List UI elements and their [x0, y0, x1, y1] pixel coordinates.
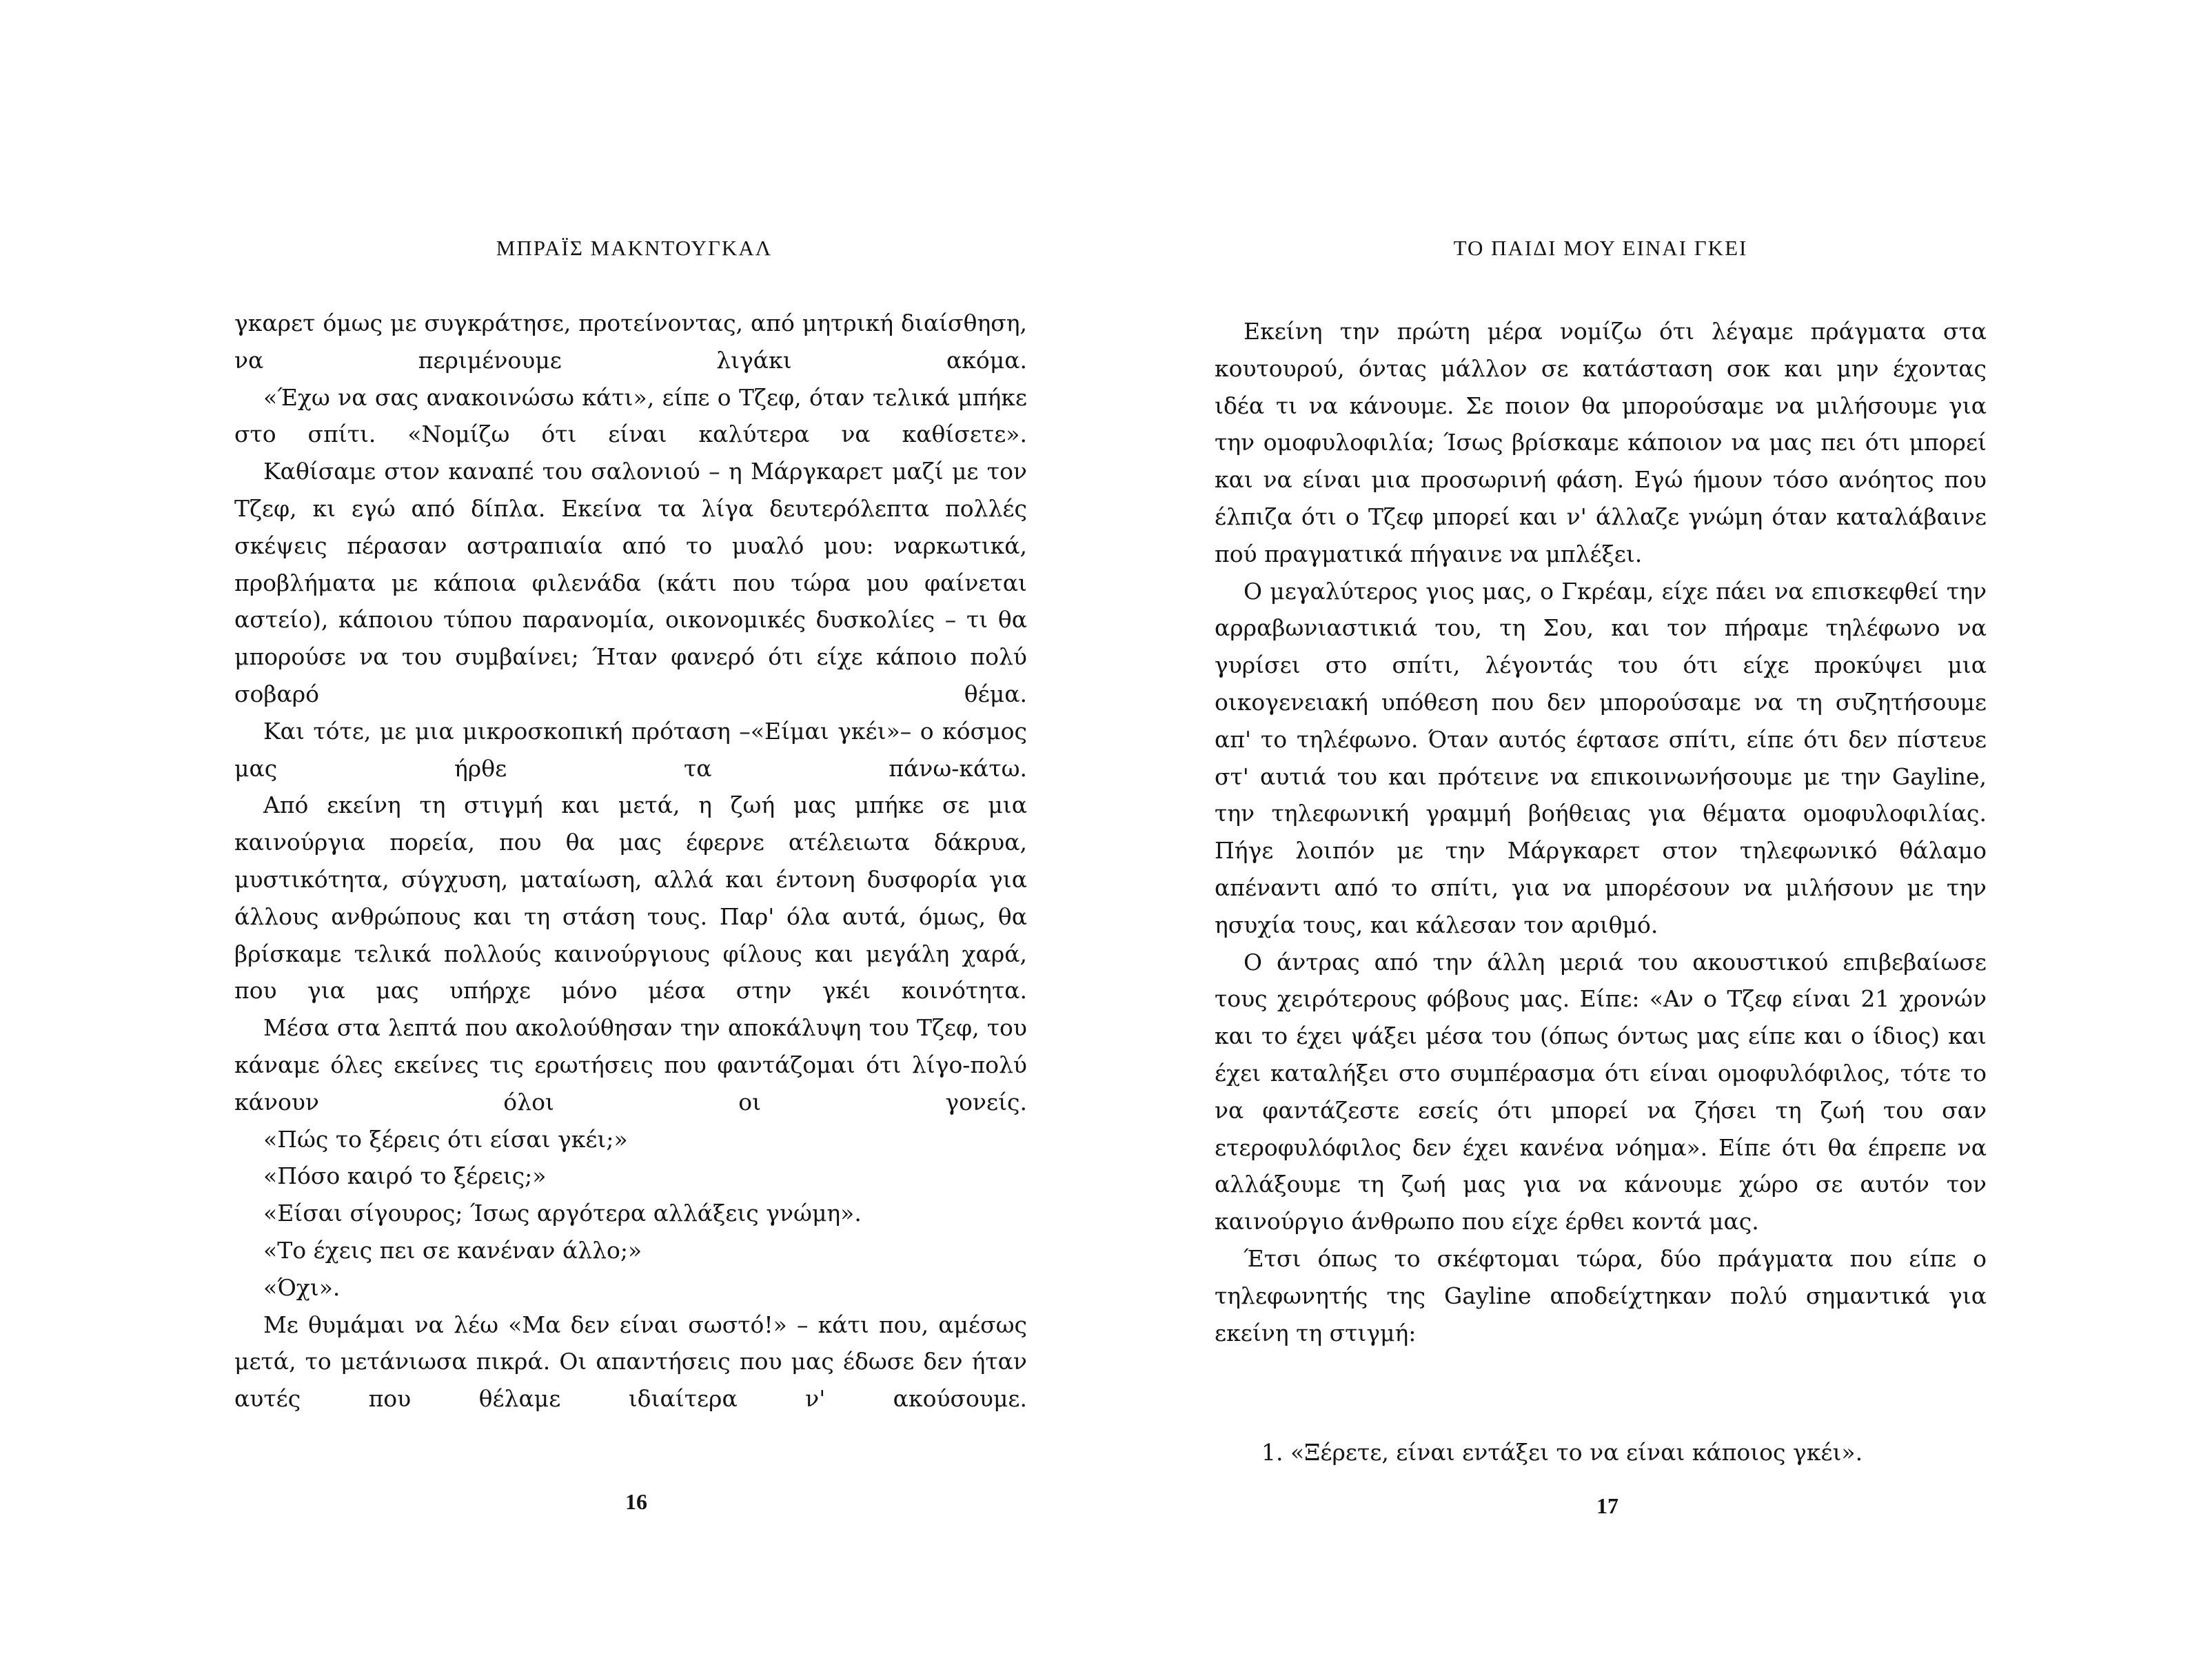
right-page: [1215, 0, 1987, 1665]
right-page-text: [1215, 313, 1987, 1351]
dialogue-line: «Πώς το ξέρεις ότι είσαι γκέι;»: [263, 1125, 628, 1153]
paragraph: Από εκείνη τη στιγμή και μετά, η ζωή μας μπήκε σε μια καινούργια πορεία, που θα μας έφερνε ατέλειωτα δάκρυα, μυστικότητα, σύγχυση, ματαίωση, αλλά και έντονη δυσφορία για άλλους ανθρώπους και τη στάση τους. Παρ' όλα αυτά, όμως, θα βρίσκαμε τελικά πολλούς καινούργιους φίλους και μεγάλη χαρά, που για μας υπήρχε μόνο μέσα στην γκέι κοινότητα.: [234, 791, 1027, 1005]
paragraph: Εκείνη την πρώτη μέρα νομίζω ότι λέγαμε πράγματα στα κουτουρού, όντας μάλλον σε κατάσταση σοκ και μην έχοντας ιδέα τι να κάνουμε. Σε ποιον θα μπορούσαμε να μιλήσουμε για την ομοφυλοφιλία; Ίσως βρίσκαμε κάποιον να μας πει ότι μπορεί και να είναι μια προσωρινή φάση. Εγώ ήμουν τόσο ανόητος που έλπιζα ότι ο Τζεφ μπορεί και ν' άλλαζε γνώμη όταν καταλάβαινε πού πραγματικά πήγαινε να μπλέξει.: [1215, 318, 1987, 567]
paragraph: Έτσι όπως το σκέφτομαι τώρα, δύο πράγματα που είπε ο τηλεφωνητής της Gayline αποδείχτηκαν πολύ σημαντικά για εκείνη τη στιγμή:: [1215, 1244, 1987, 1346]
paragraph: Καθίσαμε στον καναπέ του σαλονιού – η Μάργκαρετ μαζί με τον Τζεφ, κι εγώ από δίπλα. Εκείνα τα λίγα δευτερόλεπτα πολλές σκέψεις πέρασαν αστραπιαία από το μυαλό μου: ναρκωτικά, προβλήματα με κάποια φιλενάδα (κάτι που τώρα μου φαίνεται αστείο), κάποιου τύπου παρανομία, οικονομικές δυσκολίες – τι θα μπορούσε να του συμβαίνει; Ήταν φανερό ότι είχε κάποιο πολύ σοβαρό θέμα.: [234, 458, 1027, 707]
running-head-author: ΜΠΡΑΪΣ ΜΑΚΝΤΟΥΓΚΑΛ: [496, 236, 773, 260]
left-page: [234, 0, 1027, 1665]
dialogue-line: «Είσαι σίγουρος; Ίσως αργότερα αλλάξεις γνώμη».: [263, 1200, 862, 1227]
page-number: 16: [625, 1489, 647, 1514]
paragraph: Με θυμάμαι να λέω «Μα δεν είναι σωστό!» – κάτι που, αμέσως μετά, το μετάνιωσα πικρά. Οι απαντήσεις που μας έδωσε δεν ήταν αυτές που θέλαμε ιδιαίτερα ν' ακούσουμε.: [234, 1311, 1027, 1413]
page-number: 17: [1596, 1493, 1619, 1518]
dialogue-line: «Όχι».: [263, 1273, 341, 1301]
paragraph: «Έχω να σας ανακοινώσω κάτι», είπε ο Τζεφ, όταν τελικά μπήκε στο σπίτι. «Νομίζω ότι είναι καλύτερα να καθίσετε».: [234, 383, 1027, 448]
paragraph: Και τότε, με μια μικροσκοπική πρόταση –«Είμαι γκέι»– ο κόσμος μας ήρθε τα πάνω-κάτω.: [234, 717, 1027, 782]
paragraph: γκαρετ όμως με συγκράτησε, προτείνοντας, από μητρική διαίσθηση, να περιμένουμε λιγάκι ακόμα.: [234, 310, 1027, 374]
dialogue-line: «Πόσο καιρό το ξέρεις;»: [263, 1162, 547, 1190]
paragraph: Μέσα στα λεπτά που ακολούθησαν την αποκάλυψη του Τζεφ, του κάναμε όλες εκείνες τις ερωτήσεις που φαντάζομαι ότι λίγο-πολύ κάνουν όλοι οι γονείς.: [234, 1014, 1027, 1116]
running-head-title: ΤΟ ΠΑΙΔΙ ΜΟΥ ΕΙΝΑΙ ΓΚΕΙ: [1453, 236, 1748, 260]
paragraph: Ο άντρας από την άλλη μεριά του ακουστικού επιβεβαίωσε τους χειρότερους φόβους μας. Είπε: «Αν ο Τζεφ είναι 21 χρονών και το έχει ψάξει μέσα του (όπως όντως μας είπε και ο ίδιος) και έχει καταλήξει στο συμπέρασμα ότι είναι ομοφυλόφιλος, τότε το να φαντάζεστε εσείς ότι μπορεί να ζήσει τη ζωή του σαν ετεροφυλόφιλος δεν έχει κανένα νόημα». Είπε ότι θα έπρεπε να αλλάξουμε τη ζωή μας για να κάνουμε χώρο σε αυτόν τον καινούργιο άνθρωπο που είχε έρθει κοντά μας.: [1215, 948, 1987, 1235]
numbered-list-item: 1. «Ξέρετε, είναι εντάξει το να είναι κάποιος γκέι».: [1261, 1439, 1863, 1466]
left-page-text: [234, 305, 1027, 1417]
dialogue-line: «Το έχεις πει σε κανέναν άλλο;»: [263, 1236, 642, 1264]
paragraph: Ο μεγαλύτερος γιος μας, ο Γκρέαμ, είχε πάει να επισκεφθεί την αρραβωνιαστικιά του, τη Σου, και τον πήραμε τηλέφωνο να γυρίσει στο σπίτι, λέγοντάς του ότι είχε προκύψει μια οικογενειακή υπόθεση που δεν μπορούσαμε να τη συζητήσουμε απ' το τηλέφωνο. Όταν αυτός έφτασε σπίτι, είπε ότι δεν πίστευε στ' αυτιά του και πρότεινε να επικοινωνήσουμε με την Gayline, την τηλεφωνική γραμμή βοήθειας για θέματα ομοφυλοφιλίας. Πήγε λοιπόν με την Μάργκαρετ στον τηλεφωνικό θάλαμο απέναντι από το σπίτι, για να μπορέσουν να μιλήσουν με την ησυχία τους, και κάλεσαν τον αριθμό.: [1215, 577, 1987, 938]
